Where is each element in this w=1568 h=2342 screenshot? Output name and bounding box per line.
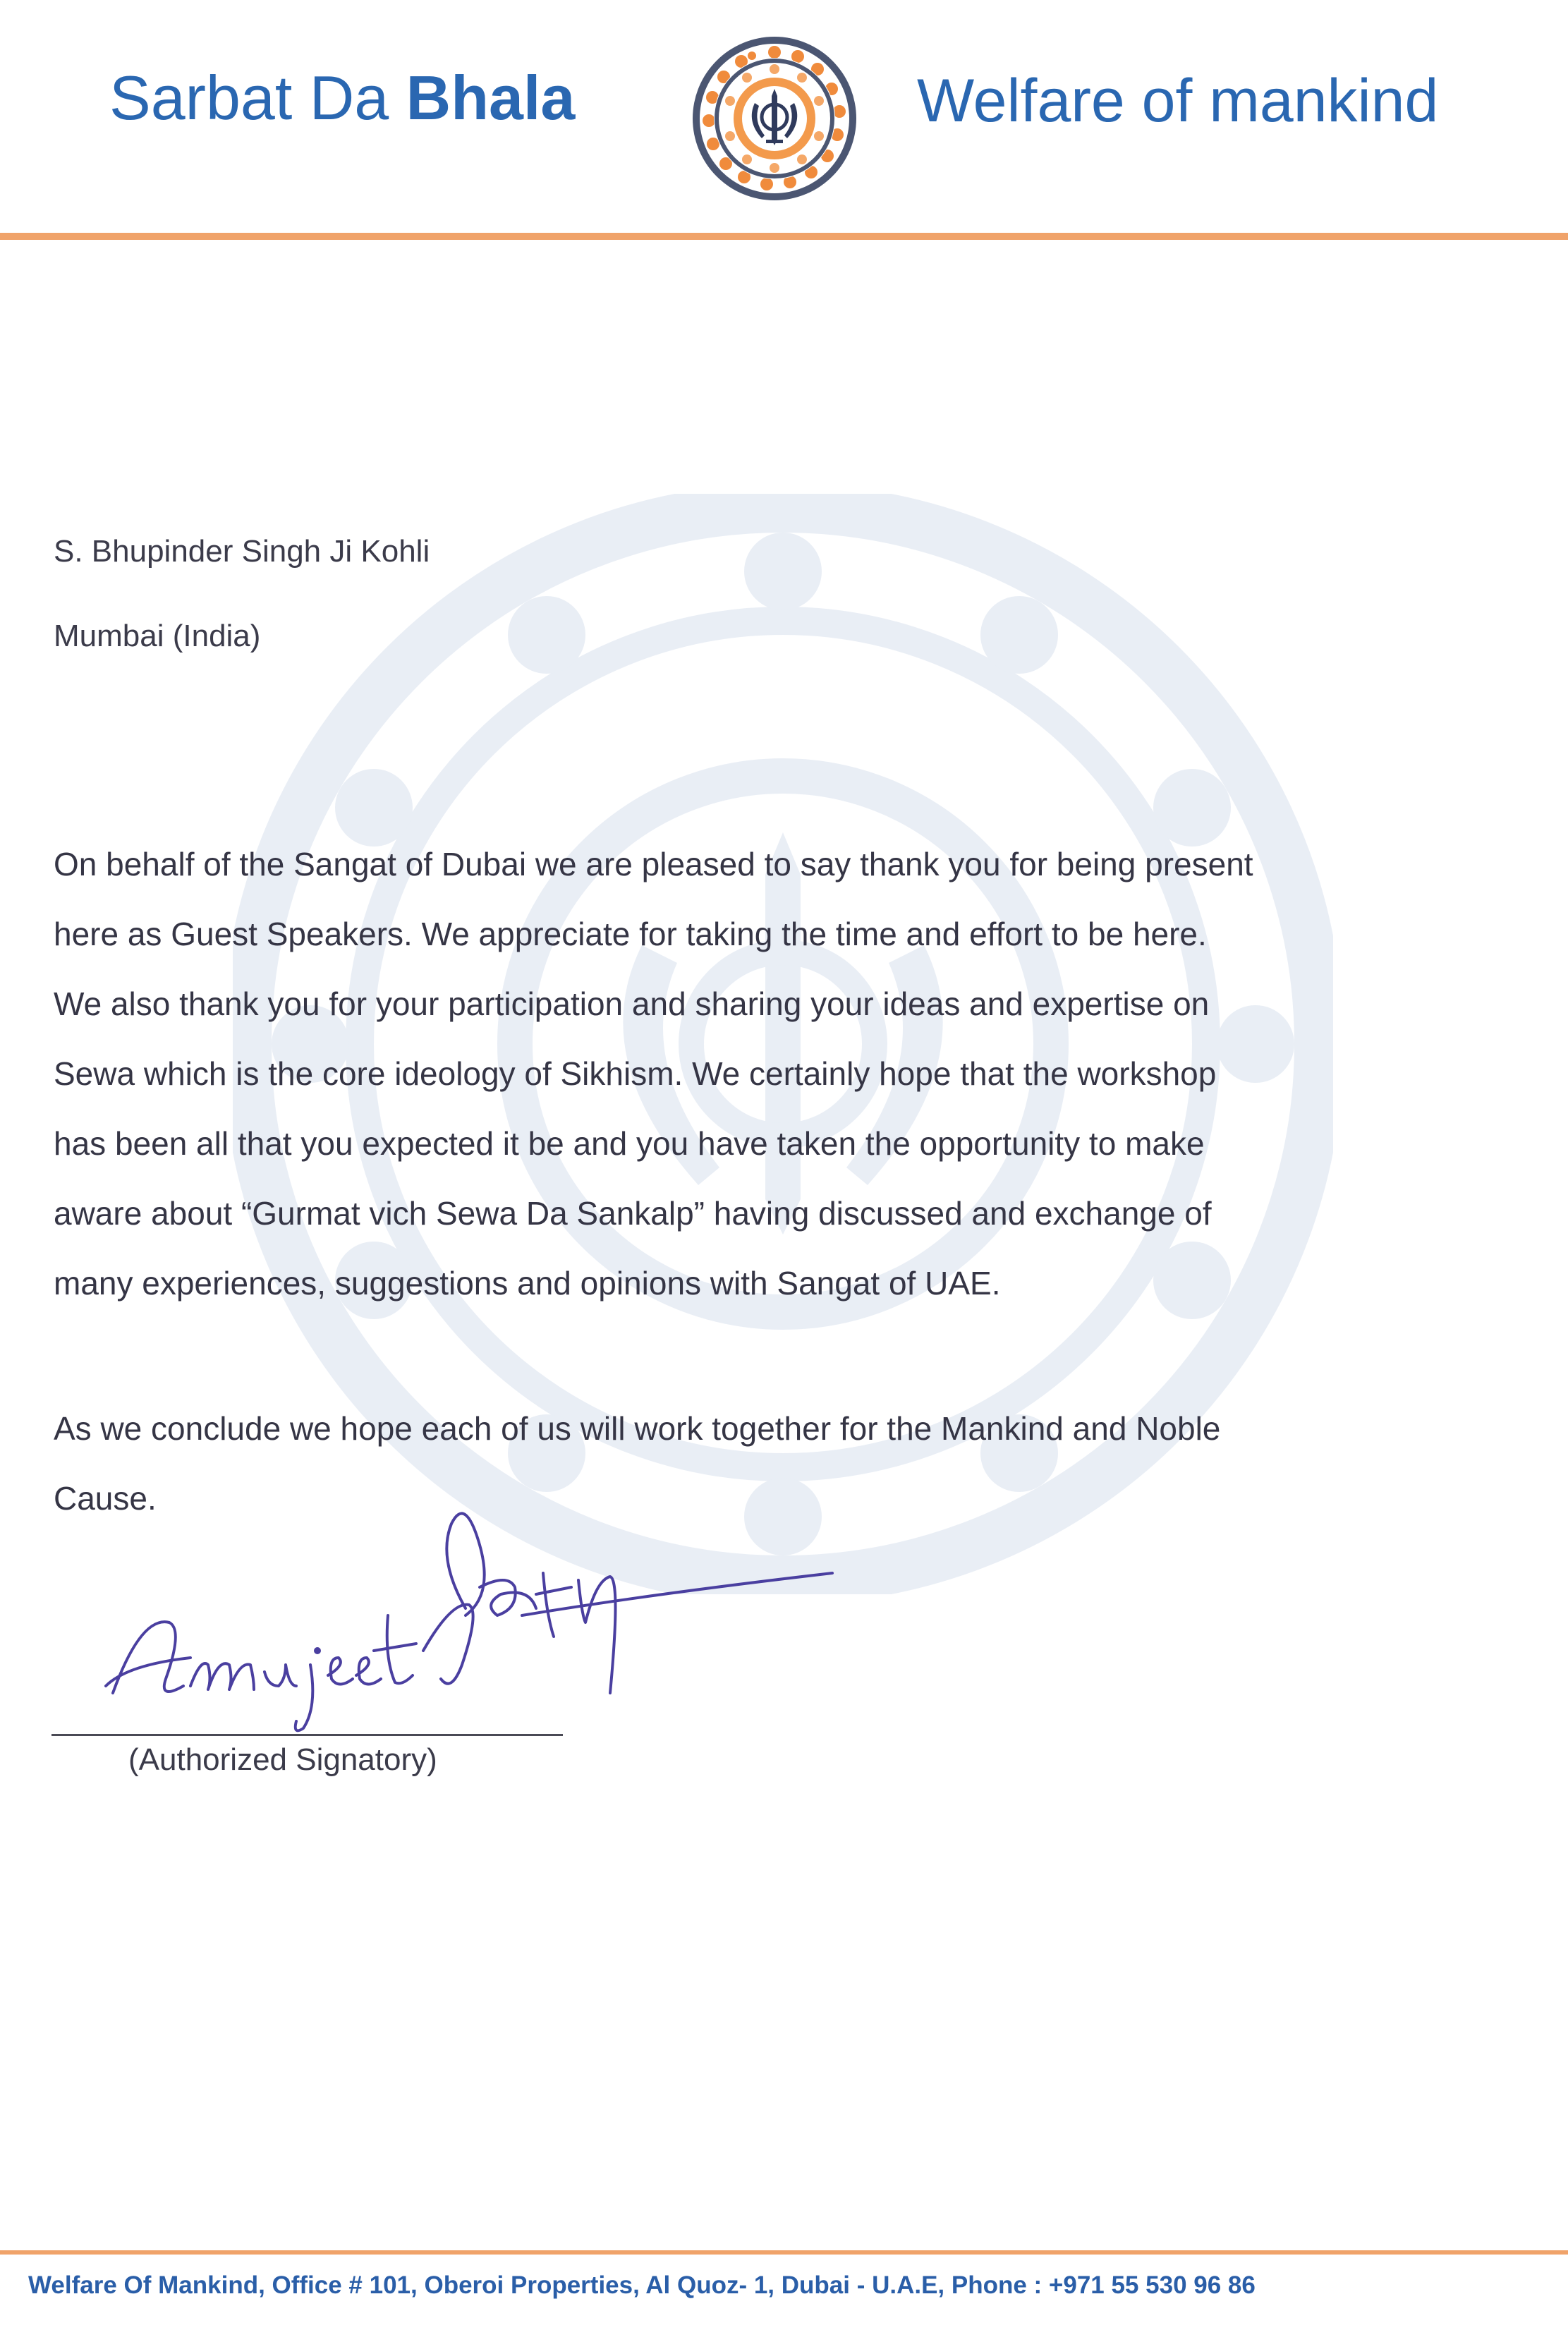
- paragraph-line: As we conclude we hope each of us will work together for the Mankind and Noble: [54, 1410, 1221, 1447]
- paragraph-line: has been all that you expected it be and you have taken the opportunity to make: [54, 1125, 1205, 1162]
- paragraph-line: On behalf of the Sangat of Dubai we are pleased to say thank you for being present: [54, 846, 1253, 882]
- signature-line: [51, 1734, 563, 1736]
- footer-divider: [0, 2250, 1568, 2255]
- paragraph-line: Cause.: [54, 1480, 157, 1517]
- khanda-emblem-icon: [690, 34, 859, 203]
- brand-name-bold: Bhala: [406, 63, 576, 133]
- brand-name-regular: Sarbat Da: [109, 63, 389, 133]
- letterhead: [0, 0, 1568, 240]
- brand-tagline: Welfare of mankind: [917, 67, 1439, 135]
- paragraph-line: here as Guest Speakers. We appreciate for taking the time and effort to be here.: [54, 916, 1207, 952]
- body-paragraph-1: [54, 830, 1507, 1318]
- paragraph-line: We also thank you for your participation and sharing your ideas and expertise on: [54, 985, 1210, 1022]
- header-divider: [0, 233, 1568, 240]
- signatory-label: (Authorized Signatory): [128, 1742, 437, 1777]
- paragraph-line: Sewa which is the core ideology of Sikhism. We certainly hope that the workshop: [54, 1055, 1217, 1092]
- paragraph-line: many experiences, suggestions and opinions with Sangat of UAE.: [54, 1265, 1001, 1302]
- recipient-city: Mumbai (India): [54, 619, 261, 653]
- handwritten-signature: [85, 1453, 846, 1735]
- paragraph-line: aware about “Gurmat vich Sewa Da Sankalp” having discussed and exchange of: [54, 1195, 1212, 1232]
- recipient-name: S. Bhupinder Singh Ji Kohli: [54, 534, 430, 569]
- brand-name-left: [109, 63, 576, 133]
- footer-address: Welfare Of Mankind, Office # 101, Oberoi Properties, Al Quoz- 1, Dubai - U.A.E, Phone : +971 55 530 96 86: [28, 2271, 1256, 2299]
